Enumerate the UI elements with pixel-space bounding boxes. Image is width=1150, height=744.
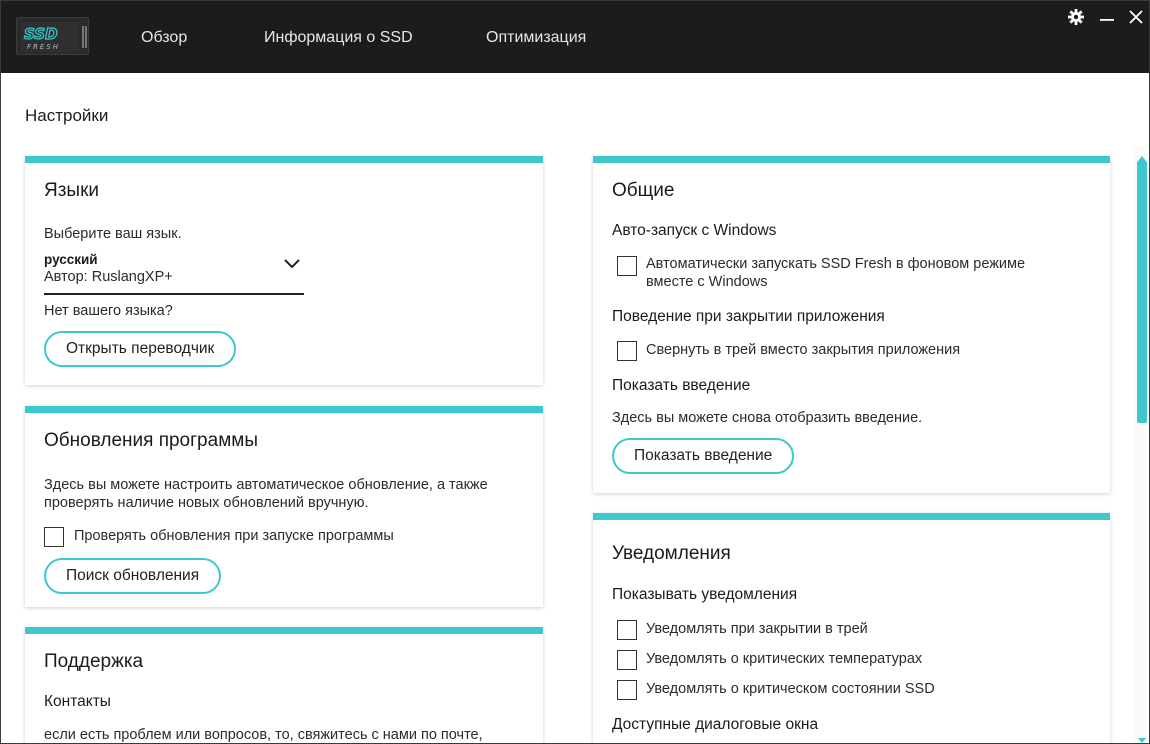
contacts-heading: Контакты — [44, 693, 111, 710]
scroll-down-arrow-icon[interactable] — [1137, 732, 1147, 740]
check-updates-on-start-checkbox[interactable] — [44, 527, 64, 547]
settings-content — [1, 73, 1133, 744]
selected-language: русский — [44, 252, 98, 267]
autostart-label-line1: Автоматически запускать SSD Fresh в фоновом режиме — [646, 256, 1026, 272]
dialogs-heading: Доступные диалоговые окна — [612, 716, 819, 733]
updates-card — [25, 406, 543, 607]
app-logo — [16, 17, 89, 55]
show-intro-button[interactable]: Показать введение — [612, 438, 794, 474]
general-card — [593, 156, 1110, 493]
scrollbar-thumb[interactable] — [1137, 161, 1147, 423]
autostart-label-line2: вместе с Windows — [646, 274, 768, 290]
updates-title: Обновления программы — [44, 430, 258, 451]
check-updates-on-start-label: Проверять обновления при запуске программы — [74, 528, 394, 544]
updates-description-line1: Здесь вы можете настроить автоматическое обновление, а также — [44, 477, 488, 493]
minimize-to-tray-checkbox[interactable] — [617, 341, 637, 361]
minimize-icon[interactable] — [1097, 7, 1117, 27]
language-dropdown[interactable] — [44, 247, 304, 295]
autostart-heading: Авто-запуск с Windows — [612, 222, 777, 239]
show-notifications-heading: Показывать уведомления — [612, 586, 798, 603]
search-update-button[interactable]: Поиск обновления — [44, 558, 221, 594]
notify-tray-checkbox[interactable] — [617, 620, 637, 640]
updates-description-line2: проверять наличие новых обновлений вручную. — [44, 495, 369, 511]
selected-language-author: Автор: RuslangXP+ — [44, 269, 173, 285]
notify-temperature-label: Уведомлять о критических температурах — [646, 651, 923, 667]
support-title: Поддержка — [44, 651, 144, 672]
support-card — [25, 627, 543, 744]
gear-icon[interactable] — [1066, 7, 1086, 27]
logo-text-bottom: FRESH — [27, 43, 61, 51]
close-behavior-heading: Поведение при закрытии приложения — [612, 308, 885, 325]
chevron-down-icon — [282, 257, 302, 271]
nav-ssd-info[interactable]: Информация о SSD — [264, 29, 413, 46]
open-translator-button[interactable]: Открыть переводчик — [44, 331, 236, 367]
intro-heading: Показать введение — [612, 377, 751, 394]
close-icon[interactable] — [1126, 7, 1146, 27]
notify-ssd-state-checkbox[interactable] — [617, 680, 637, 700]
autostart-checkbox[interactable] — [617, 256, 637, 276]
intro-text: Здесь вы можете снова отобразить введение. — [612, 410, 923, 426]
logo-text-top: SSD — [24, 25, 58, 43]
scroll-up-arrow-icon[interactable] — [1137, 149, 1147, 157]
general-title: Общие — [612, 180, 675, 201]
nav-overview[interactable]: Обзор — [141, 29, 188, 46]
languages-title: Языки — [44, 180, 100, 201]
nav-optimization[interactable]: Оптимизация — [486, 29, 587, 46]
language-prompt: Выберите ваш язык. — [44, 226, 182, 242]
minimize-to-tray-label: Свернуть в трей вместо закрытия приложения — [646, 342, 961, 358]
notify-temperature-checkbox[interactable] — [617, 650, 637, 670]
title-bar — [1, 1, 1149, 73]
contacts-text: если есть проблем или вопросов, то, свяжитесь с нами по почте, — [44, 727, 483, 743]
notify-tray-label: Уведомлять при закрытии в трей — [646, 621, 868, 637]
notify-ssd-state-label: Уведомлять о критическом состоянии SSD — [646, 681, 935, 697]
missing-language-text: Нет вашего языка? — [44, 303, 173, 319]
notifications-title: Уведомления — [612, 543, 731, 564]
languages-card — [25, 156, 543, 385]
page-title: Настройки — [25, 106, 109, 125]
notifications-card — [593, 513, 1110, 744]
